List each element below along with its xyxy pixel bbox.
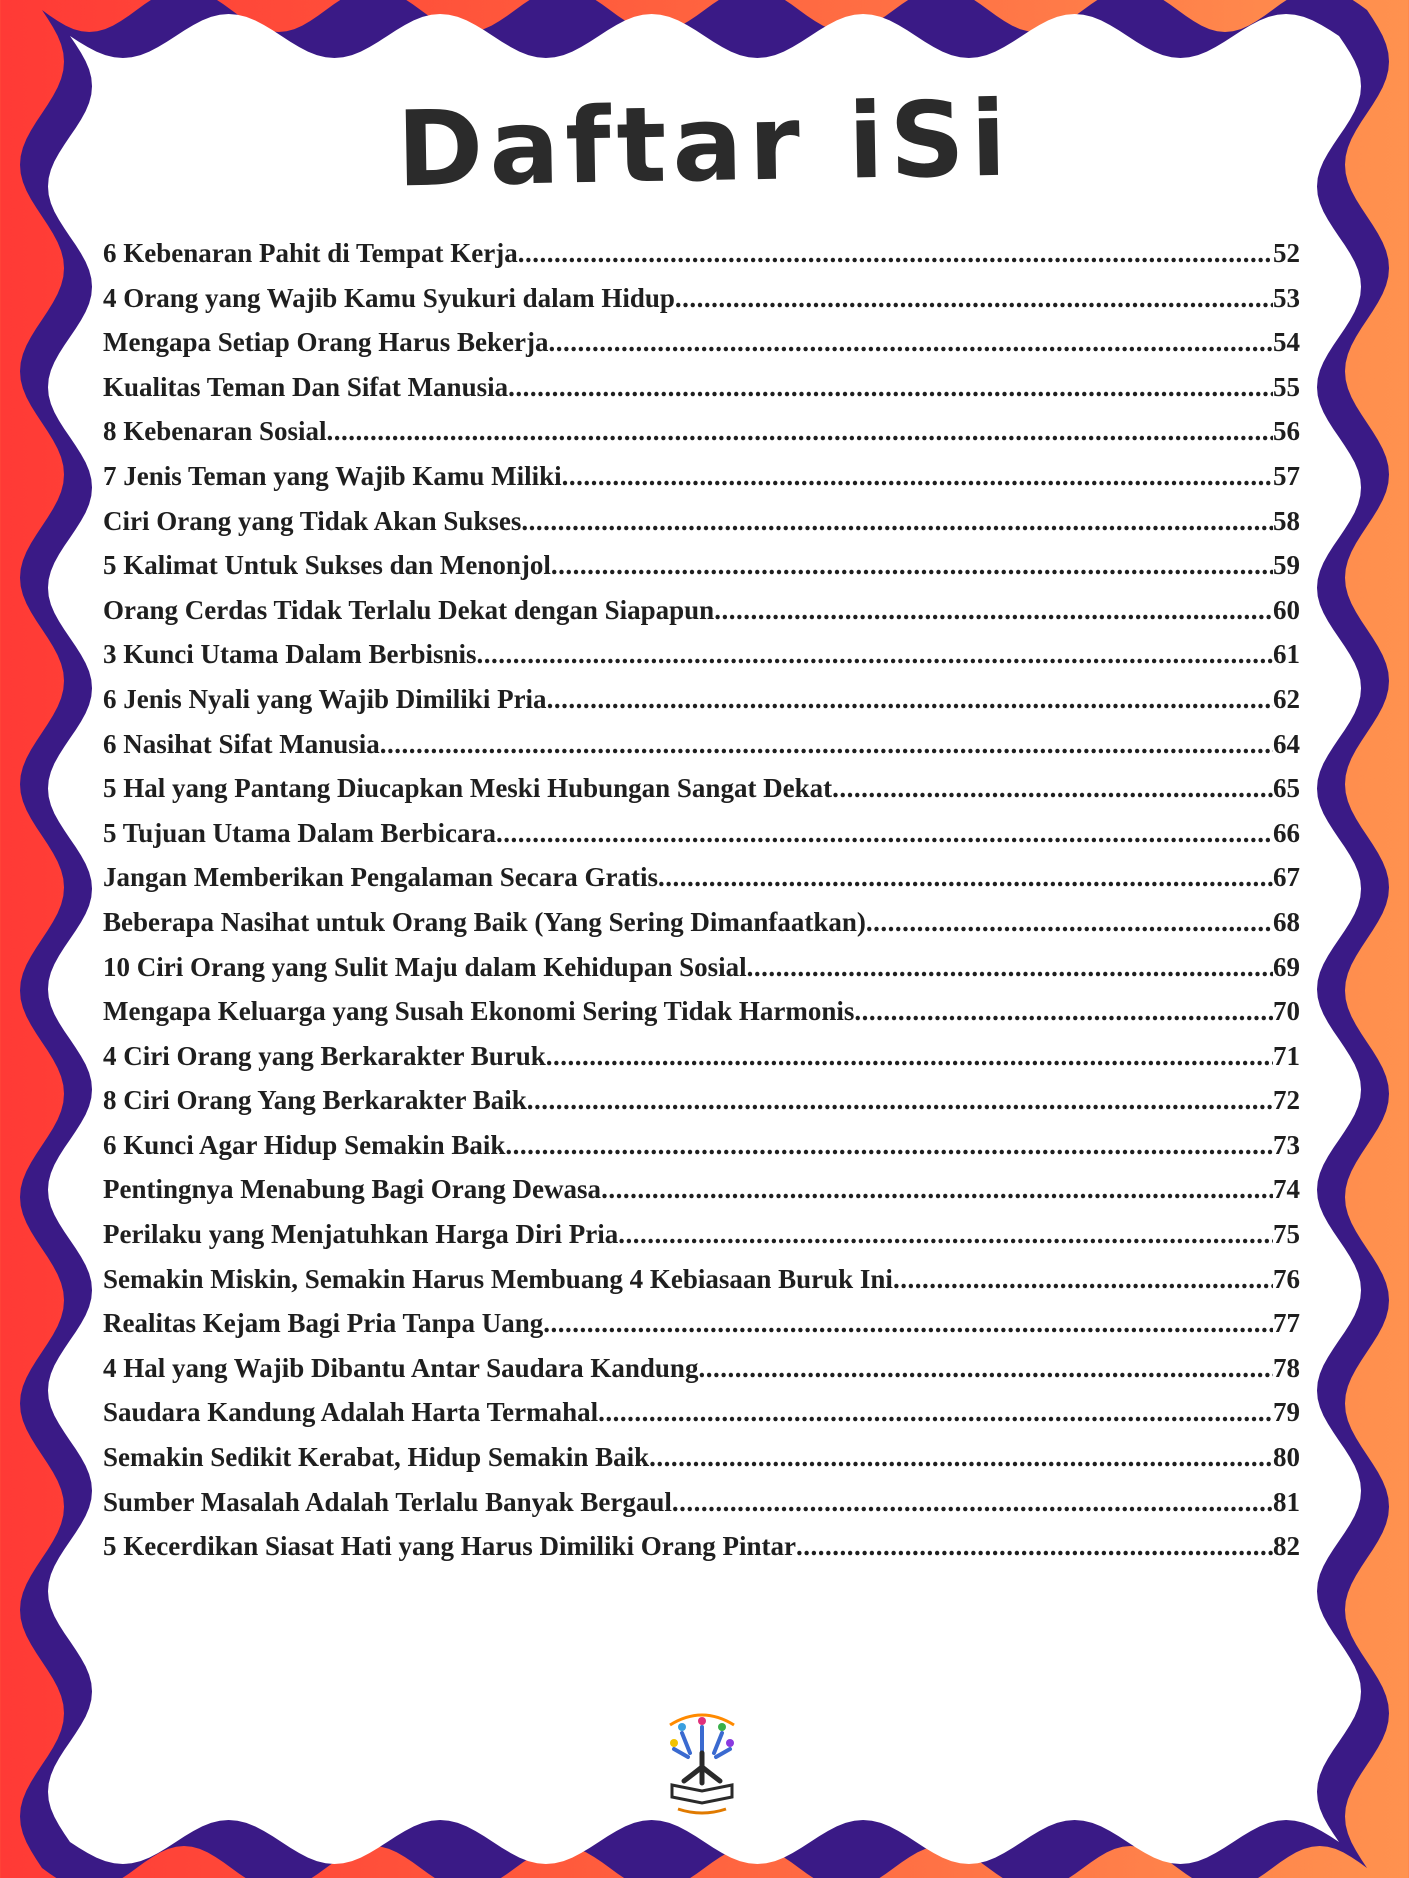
- toc-entry-page: 57: [1273, 460, 1300, 491]
- toc-entry-page: 74: [1273, 1174, 1300, 1205]
- toc-entry-page: 71: [1273, 1040, 1300, 1071]
- toc-entry-page: 52: [1273, 238, 1300, 268]
- toc-dot-leader: [854, 996, 1273, 1027]
- toc-entry-page: 56: [1273, 416, 1300, 447]
- toc-entry-page: 77: [1273, 1308, 1300, 1339]
- toc-entry[interactable]: [103, 506, 1300, 551]
- toc-entry[interactable]: [103, 862, 1300, 907]
- toc-entry-page: 55: [1273, 371, 1300, 402]
- toc-dot-leader: [562, 461, 1273, 492]
- toc-dot-leader: [549, 327, 1274, 358]
- toc-entry-page: 60: [1273, 594, 1300, 625]
- toc-entry-page: 62: [1273, 683, 1300, 714]
- toc-dot-leader: [496, 818, 1273, 849]
- toc-entry-title: Mengapa Keluarga yang Susah Ekonomi Sering Tidak Harmonis: [103, 996, 855, 1027]
- toc-entry-title: 6 Jenis Nyali yang Wajib Dimiliki Pria: [103, 683, 547, 714]
- toc-dot-leader: [714, 595, 1273, 626]
- toc-entry[interactable]: [103, 461, 1300, 506]
- toc-entry-page: 68: [1273, 906, 1300, 937]
- toc-entry-title: 7 Jenis Teman yang Wajib Kamu Miliki: [103, 460, 562, 491]
- toc-entry-page: 82: [1273, 1531, 1300, 1562]
- toc-dot-leader: [649, 1442, 1273, 1473]
- toc-dot-leader: [505, 1130, 1273, 1161]
- toc-entry[interactable]: [103, 1442, 1300, 1487]
- toc-entry-page: 75: [1273, 1219, 1300, 1250]
- toc-entry-title: Ciri Orang yang Tidak Akan Sukses: [103, 505, 522, 536]
- toc-entry[interactable]: [103, 1130, 1300, 1175]
- toc-entry-page: 64: [1273, 728, 1300, 759]
- toc-entry-title: 3 Kunci Utama Dalam Berbisnis: [103, 639, 477, 670]
- toc-dot-leader: [672, 1487, 1273, 1518]
- toc-dot-leader: [477, 639, 1273, 670]
- toc-dot-leader: [527, 1085, 1273, 1116]
- toc-entry[interactable]: [103, 1085, 1300, 1130]
- toc-entry[interactable]: [103, 1531, 1300, 1576]
- toc-dot-leader: [893, 1264, 1273, 1295]
- toc-entry[interactable]: [103, 996, 1300, 1041]
- toc-entry-page: 70: [1273, 996, 1300, 1027]
- toc-entry-title: 5 Hal yang Pantang Diucapkan Meski Hubungan Sangat Dekat: [103, 773, 833, 804]
- toc-dot-leader: [543, 1308, 1273, 1339]
- toc-entry-title: Orang Cerdas Tidak Terlalu Dekat dengan Siapapun: [103, 594, 715, 625]
- toc-entry-title: Sumber Masalah Adalah Terlalu Banyak Bergaul: [103, 1486, 672, 1517]
- toc-entry[interactable]: [103, 907, 1300, 952]
- toc-entry-title: Semakin Sedikit Kerabat, Hidup Semakin Baik: [103, 1442, 650, 1473]
- toc-dot-leader: [598, 1397, 1273, 1428]
- toc-entry-title: Realitas Kejam Bagi Pria Tanpa Uang: [103, 1308, 544, 1339]
- toc-entry-title: 5 Kecerdikan Siasat Hati yang Harus Dimiliki Orang Pintar: [103, 1531, 797, 1562]
- toc-entry-title: Pentingnya Menabung Bagi Orang Dewasa: [103, 1174, 602, 1205]
- toc-entry-page: 69: [1273, 951, 1300, 982]
- toc-entry-title: 4 Hal yang Wajib Dibantu Antar Saudara Kandung: [103, 1352, 699, 1383]
- toc-dot-leader: [698, 1353, 1273, 1384]
- toc-entry-page: 81: [1273, 1486, 1300, 1517]
- toc-entry-page: 61: [1273, 639, 1300, 670]
- toc-entry-title: 5 Kalimat Untuk Sukses dan Menonjol: [103, 550, 551, 581]
- toc-entry-page: 79: [1273, 1397, 1300, 1428]
- toc-entry-title: 6 Nasihat Sifat Manusia: [103, 728, 380, 759]
- toc-dot-leader: [832, 773, 1273, 804]
- toc-entry[interactable]: [103, 773, 1300, 818]
- toc-entry-title: Saudara Kandung Adalah Harta Termahal: [103, 1397, 599, 1428]
- toc-entry[interactable]: [103, 327, 1300, 372]
- toc-entry-page: 54: [1273, 327, 1300, 358]
- tree-people-book-logo: [662, 1705, 742, 1815]
- toc-entry-title: Semakin Miskin, Semakin Harus Membuang 4 Kebiasaan Buruk Ini: [103, 1263, 893, 1294]
- toc-entry-page: 76: [1273, 1263, 1300, 1294]
- toc-entry-page: 73: [1273, 1129, 1300, 1160]
- toc-entry-page: 78: [1273, 1352, 1300, 1383]
- toc-list: [103, 238, 1300, 1576]
- toc-entry[interactable]: [103, 372, 1300, 417]
- toc-entry-page: 59: [1273, 550, 1300, 581]
- toc-entry[interactable]: [103, 729, 1300, 774]
- toc-dot-leader: [508, 372, 1273, 403]
- toc-entry[interactable]: [103, 1487, 1300, 1532]
- toc-entry[interactable]: [103, 818, 1300, 863]
- toc-dot-leader: [327, 416, 1273, 447]
- toc-entry-title: 5 Tujuan Utama Dalam Berbicara: [103, 817, 497, 848]
- toc-entry-title: 8 Kebenaran Sosial: [103, 416, 327, 447]
- toc-entry-title: Kualitas Teman Dan Sifat Manusia: [103, 371, 509, 402]
- toc-entry-title: 10 Ciri Orang yang Sulit Maju dalam Kehidupan Sosial: [103, 951, 747, 982]
- toc-dot-leader: [518, 238, 1273, 269]
- toc-entry-page: 66: [1273, 817, 1300, 848]
- toc-entry-page: 58: [1273, 505, 1300, 536]
- toc-entry[interactable]: [103, 416, 1300, 461]
- toc-entry[interactable]: [103, 952, 1300, 997]
- toc-entry[interactable]: [103, 684, 1300, 729]
- toc-dot-leader: [380, 729, 1273, 760]
- toc-entry[interactable]: [103, 550, 1300, 595]
- toc-dot-leader: [521, 506, 1273, 537]
- toc-entry[interactable]: [103, 1264, 1300, 1309]
- page-title: Daftar iSi: [395, 77, 1014, 211]
- toc-entry[interactable]: [103, 1308, 1300, 1353]
- toc-entry[interactable]: [103, 283, 1300, 328]
- toc-entry[interactable]: [103, 1041, 1300, 1086]
- toc-entry[interactable]: [103, 238, 1300, 283]
- toc-entry-page: 53: [1273, 282, 1300, 313]
- toc-entry-page: 80: [1273, 1442, 1300, 1473]
- toc-dot-leader: [547, 684, 1273, 715]
- toc-dot-leader: [796, 1531, 1273, 1562]
- toc-entry-title: 6 Kunci Agar Hidup Semakin Baik: [103, 1129, 506, 1160]
- toc-entry[interactable]: [103, 1397, 1300, 1442]
- toc-entry-title: Beberapa Nasihat untuk Orang Baik (Yang Sering Dimanfaatkan): [103, 906, 866, 937]
- toc-entry-page: 67: [1273, 862, 1300, 893]
- toc-entry-page: 72: [1273, 1085, 1300, 1116]
- toc-entry-title: 8 Ciri Orang Yang Berkarakter Baik: [103, 1085, 527, 1116]
- toc-entry-title: Jangan Memberikan Pengalaman Secara Gratis: [103, 862, 658, 893]
- toc-dot-leader: [601, 1174, 1273, 1205]
- toc-dot-leader: [658, 862, 1273, 893]
- toc-dot-leader: [546, 1041, 1273, 1072]
- toc-entry-title: Perilaku yang Menjatuhkan Harga Diri Pria: [103, 1219, 619, 1250]
- toc-entry-page: 65: [1273, 773, 1300, 804]
- toc-entry[interactable]: [103, 639, 1300, 684]
- toc-dot-leader: [866, 907, 1273, 938]
- toc-dot-leader: [618, 1219, 1273, 1250]
- toc-entry-title: 6 Kebenaran Pahit di Tempat Kerja: [103, 238, 518, 268]
- toc-entry-title: 4 Orang yang Wajib Kamu Syukuri dalam Hidup: [103, 282, 675, 313]
- toc-entry-title: 4 Ciri Orang yang Berkarakter Buruk: [103, 1040, 546, 1071]
- toc-dot-leader: [551, 550, 1273, 581]
- toc-dot-leader: [675, 283, 1273, 314]
- toc-entry[interactable]: [103, 1353, 1300, 1398]
- toc-dot-leader: [747, 952, 1273, 983]
- toc-entry-title: Mengapa Setiap Orang Harus Bekerja: [103, 327, 549, 358]
- toc-entry[interactable]: [103, 595, 1300, 640]
- toc-entry[interactable]: [103, 1174, 1300, 1219]
- toc-entry[interactable]: [103, 1219, 1300, 1264]
